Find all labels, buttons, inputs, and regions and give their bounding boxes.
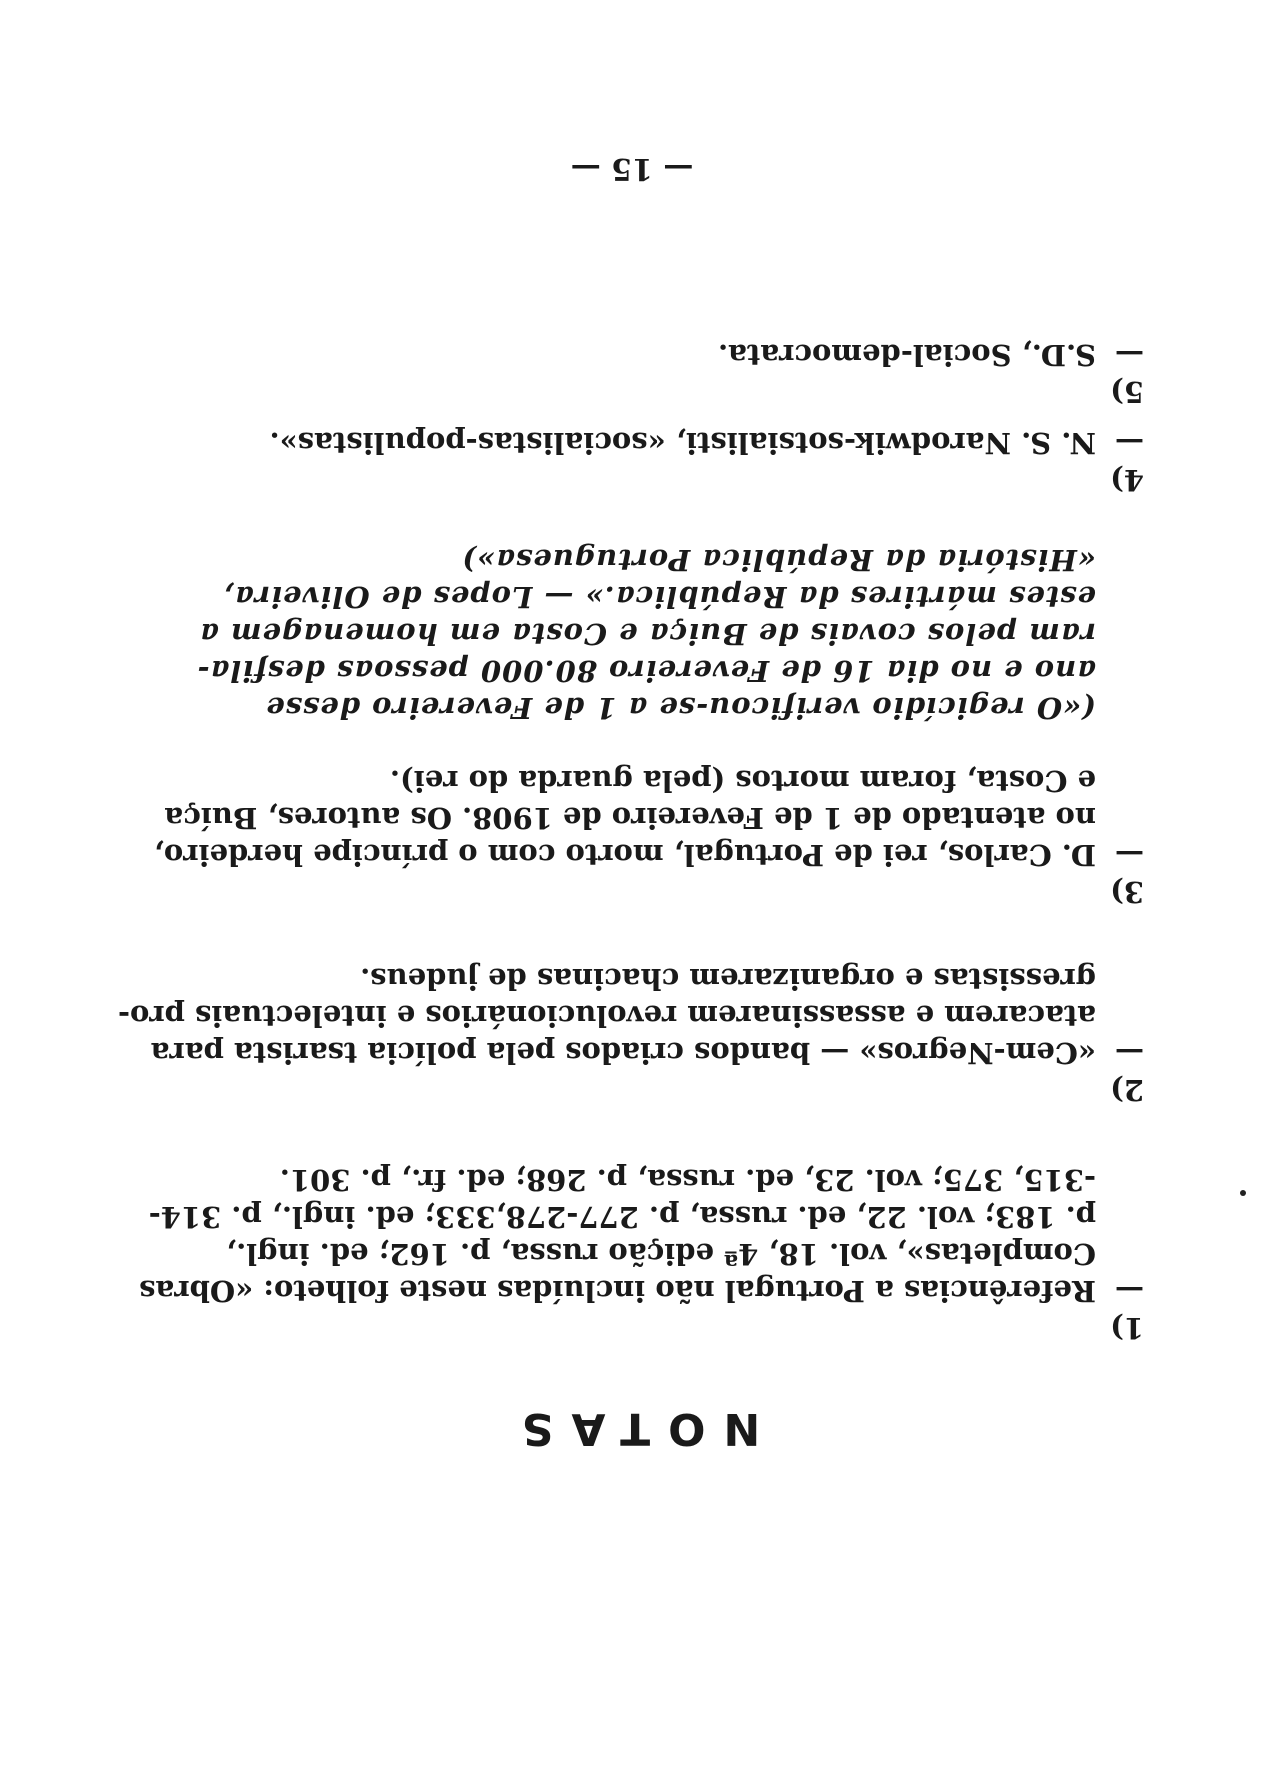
note-3-line-1: 3) —D. Carlos, rei de Portugal, morto com o príncipe herdeiro, <box>153 838 1144 909</box>
note-3-quote-line-1: («O regicídio verificou-se a 1 de Fevereiro desse <box>265 691 1096 725</box>
note-1-line-2: Completas», vol. 18, 4ª edição russa, p. 162; ed. ingl., <box>226 1237 1096 1271</box>
scan-speck <box>1240 1190 1246 1196</box>
note-5 <box>94 336 1144 410</box>
note-1-number: 1) — <box>1110 1274 1144 1345</box>
note-2-line-1: 2) —«Cem-Negros» — bandos criados pela polícia tsarista para <box>150 1036 1144 1107</box>
note-3-line-2: no atentado de 1 de Fevereiro de 1908. Os autores, Buíça <box>164 801 1096 835</box>
page-number: — 15 — <box>570 151 694 186</box>
note-5-number: 5) — <box>1110 338 1144 409</box>
note-2-number: 2) — <box>1110 1036 1144 1107</box>
note-3-line-3: e Costa, foram mortos (pela guarda do rei). <box>389 764 1096 798</box>
note-2-line-2: atacarem e assassinarem revolucionários e intelectuais pro- <box>117 999 1096 1033</box>
note-1-line-1: 1) —Referências a Portugal não incluídas neste folheto: «Obras <box>139 1274 1144 1345</box>
note-3 <box>94 541 1144 910</box>
note-3-quote-line-3: ram pelos covais de Buiça e Costa em homenagem a <box>199 617 1096 651</box>
note-4 <box>94 424 1144 498</box>
note-1 <box>94 1161 1144 1346</box>
note-1-line-4: -315, 375; vol. 23, ed. russa, p. 268; ed. fr., p. 301. <box>279 1163 1096 1197</box>
note-3-quote-line-5: «História da República Portuguesa») <box>461 543 1096 577</box>
note-4-line-1: 4) —N. S. Narodwik-sotsialisti, «socialistas-populistas». <box>269 426 1144 497</box>
note-2-line-3: gressistas e organizarem chacinas de judeus. <box>360 962 1096 996</box>
note-4-number: 4) — <box>1110 426 1144 497</box>
note-2 <box>94 960 1144 1108</box>
note-5-line-1: 5) —S.D., Social-democrata. <box>718 338 1144 409</box>
note-3-number: 3) — <box>1110 838 1144 909</box>
note-1-line-3: p. 183; vol. 22, ed. russa, p. 277-278,333; ed. ingl., p. 314- <box>148 1200 1096 1234</box>
page-title: NOTAS <box>503 1403 761 1454</box>
note-3-quote-line-2: ano e no dia 16 de Fevereiro 80.000 pessoas desfila- <box>196 654 1096 688</box>
note-3-quote-line-4: estes mártires da República.» — Lopes de Oliveira, <box>222 580 1096 614</box>
